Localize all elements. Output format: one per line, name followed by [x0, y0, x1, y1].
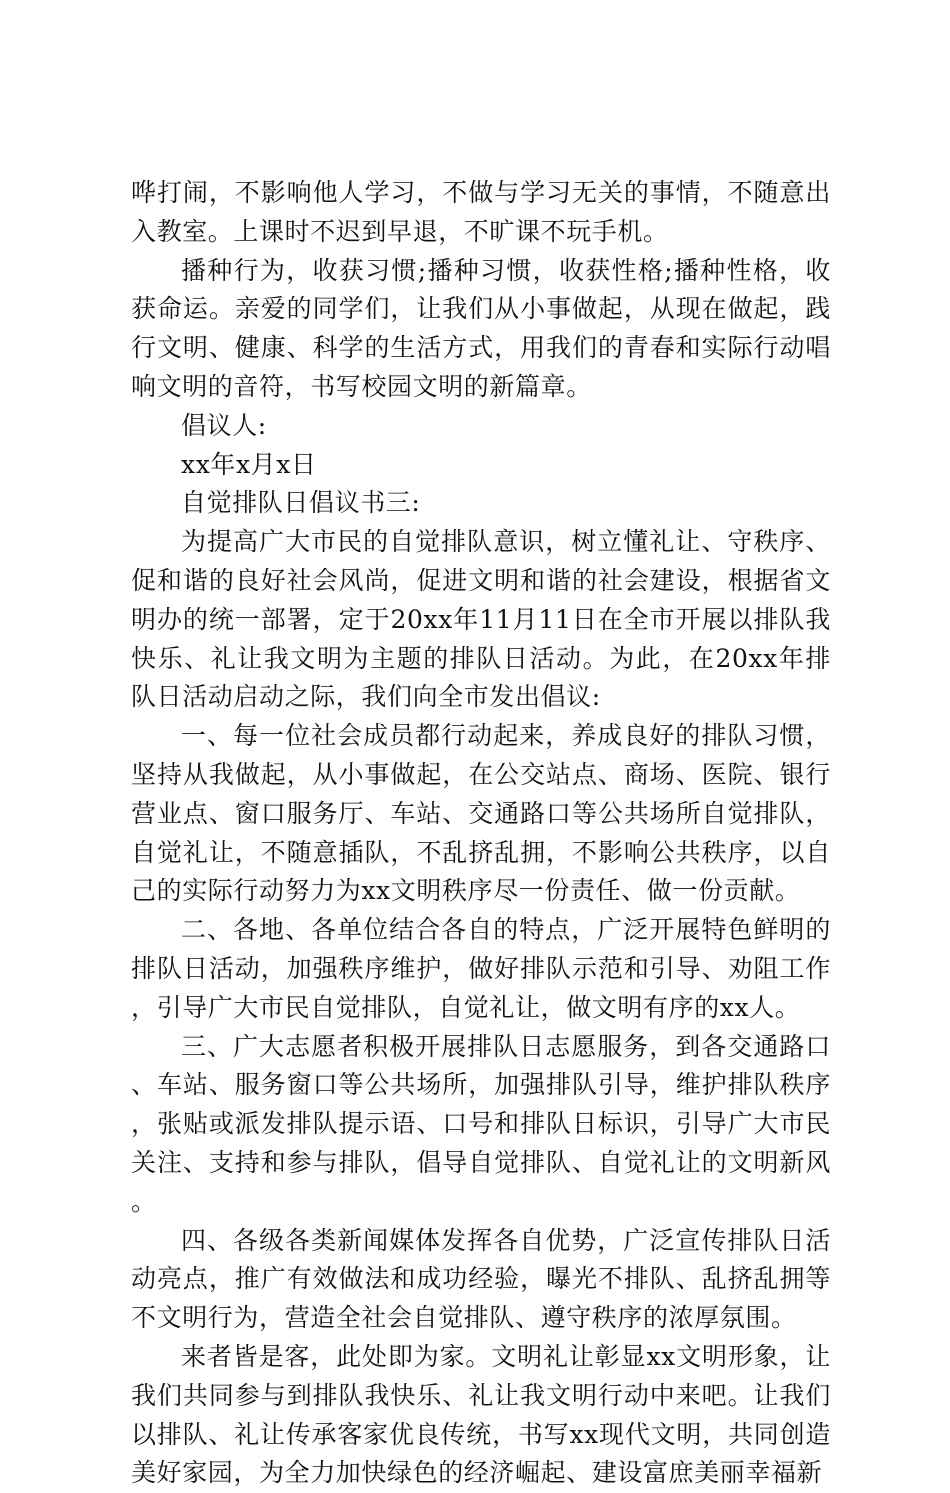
paragraph-item-1: 一、每一位社会成员都行动起来，养成良好的排队习惯，坚持从我做起，从小事做起，在公交站点、商场、医院、银行营业点、窗口服务厅、车站、交通路口等公共场所自觉排队，自觉礼让，不随意插队，不乱挤乱拥，不影响公共秩序，以自己的实际行动努力为xx文明秩序尽一份责任、做一份贡献。: [131, 721, 831, 906]
signature-date: xx年x月x日: [181, 449, 317, 479]
document-body: [131, 174, 831, 1493]
paragraph-intro: 为提高广大市民的自觉排队意识，树立懂礼让、守秩序、促和谐的良好社会风尚，促进文明和谐的社会建设，根据省文明办的统一部署，定于20xx年11月11日在全市开展以排队我快乐、礼让我文明为主题的排队日活动。为此，在20xx年排队日活动启动之际，我们向全市发出倡议:: [131, 527, 831, 712]
section-heading: 自觉排队日倡议书三:: [181, 488, 421, 518]
paragraph-habits: 播种行为，收获习惯;播种习惯，收获性格;播种性格，收获命运。亲爱的同学们，让我们从小事做起，从现在做起，践行文明、健康、科学的生活方式，用我们的青春和实际行动唱响文明的音符，书写校园文明的新篇章。: [131, 255, 831, 401]
paragraph-continuation: 哗打闹，不影响他人学习，不做与学习无关的事情，不随意出入教室。上课时不迟到早退，不旷课不玩手机。: [131, 178, 831, 246]
signature-label: 倡议人:: [181, 410, 267, 440]
paragraph-closing: 来者皆是客，此处即为家。文明礼让彰显xx文明形象，让我们共同参与到排队我快乐、礼让我文明行动中来吧。让我们以排队、礼让传承客家优良传统，书写xx现代文明，共同创造美好家园，为全力加快绿色的经济崛起、建设富庶美丽幸福新: [131, 1341, 831, 1488]
paragraph-item-2: 二、各地、各单位结合各自的特点，广泛开展特色鲜明的排队日活动，加强秩序维护，做好排队示范和引导、劝阻工作，引导广大市民自觉排队，自觉礼让，做文明有序的xx人。: [131, 915, 831, 1022]
paragraph-item-4: 四、各级各类新闻媒体发挥各自优势，广泛宣传排队日活动亮点，推广有效做法和成功经验，曝光不排队、乱挤乱拥等不文明行为，营造全社会自觉排队、遵守秩序的浓厚氛围。: [131, 1225, 831, 1333]
paragraph-item-3: 三、广大志愿者积极开展排队日志愿服务，到各交通路口、车站、服务窗口等公共场所，加强排队引导，维护排队秩序，张贴或派发排队提示语、口号和排队日标识，引导广大市民关注、支持和参与排队，倡导自觉排队、自觉礼让的文明新风。: [131, 1031, 831, 1216]
